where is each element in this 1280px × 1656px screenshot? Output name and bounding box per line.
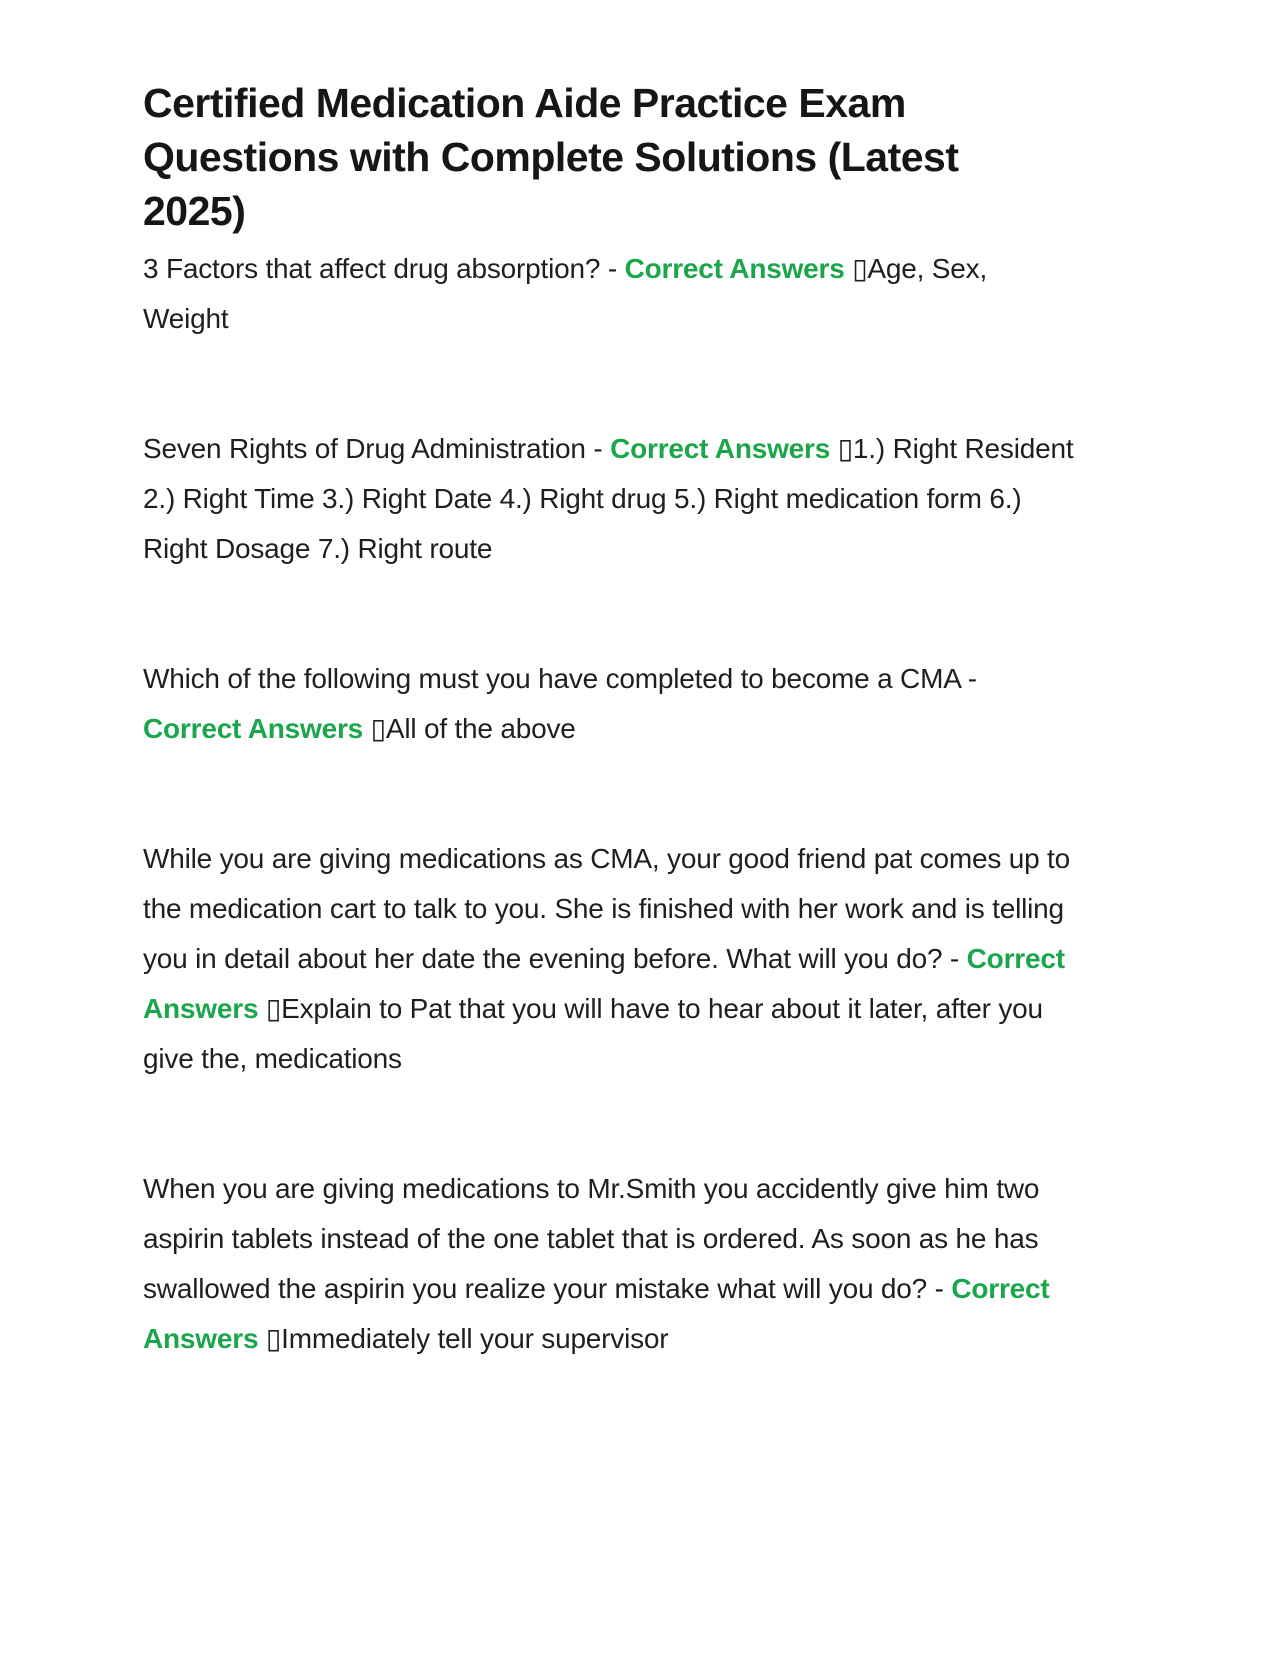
question-text: While you are giving medications as CMA, your good friend pat comes up to the medication cart to talk to you. She is finished with her work and is telling you in detail about her date the evening before. What will you do? -	[143, 843, 1070, 974]
correct-answers-label: Correct Answers	[624, 253, 845, 284]
qa-item	[143, 1164, 1080, 1364]
correct-answers-label: Correct Answers	[143, 1273, 1050, 1354]
answer-text: ▯Explain to Pat that you will have to hear about it later, after you give the, medications	[143, 993, 1043, 1074]
question-text: Seven Rights of Drug Administration -	[143, 433, 603, 464]
qa-item	[143, 424, 1080, 574]
answer-text: ▯Immediately tell your supervisor	[265, 1323, 669, 1354]
qa-item	[143, 244, 1080, 344]
answer-text: ▯1.) Right Resident 2.) Right Time 3.) Right Date 4.) Right drug 5.) Right medication form 6.) Right Dosage 7.) Right route	[143, 433, 1074, 564]
answer-text: ▯Age, Sex, Weight	[143, 253, 988, 334]
document-title: Certified Medication Aide Practice Exam Questions with Complete Solutions (Latest 2025)	[143, 80, 959, 234]
question-text: When you are giving medications to Mr.Smith you accidently give him two aspirin tablets instead of the one tablet that is ordered. As soon as he has swallowed the aspirin you realize your mistake what will you do? -	[143, 1173, 1040, 1304]
correct-answers-label: Correct Answers	[143, 713, 364, 744]
correct-answers-label: Correct Answers	[610, 433, 831, 464]
qa-item	[143, 834, 1080, 1084]
qa-item	[143, 654, 1080, 754]
question-text: Which of the following must you have completed to become a CMA -	[143, 663, 977, 694]
correct-answers-label: Correct Answers	[143, 943, 1065, 1024]
answer-text: ▯All of the above	[370, 713, 576, 744]
question-text: 3 Factors that affect drug absorption? -	[143, 253, 617, 284]
